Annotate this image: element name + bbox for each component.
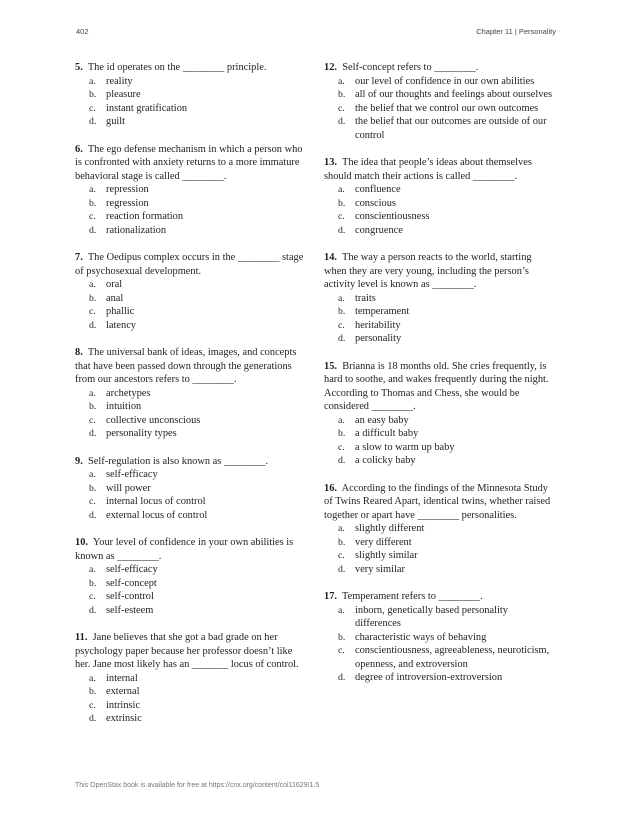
left-column (75, 61, 305, 740)
option-text: slightly different (355, 523, 425, 534)
option-text: pleasure (106, 89, 141, 100)
answer-option (324, 604, 556, 631)
option-letter: d. (89, 713, 97, 724)
option-letter: c. (338, 550, 345, 561)
option-letter: a. (338, 184, 345, 195)
question-stem (324, 156, 556, 183)
question-text: Self-regulation is also known as ________. (88, 455, 269, 467)
question-text: The universal bank of ideas, images, and concepts that have been passed down through the generations from our ancestors refers to ________. (75, 347, 297, 385)
answer-option (324, 75, 556, 89)
option-text: temperament (355, 306, 410, 317)
option-text: a difficult baby (355, 428, 419, 439)
option-text: an easy baby (355, 414, 409, 426)
answer-option (75, 577, 305, 591)
answer-option (324, 332, 556, 346)
option-text: self-concept (106, 577, 157, 589)
option-text: all of our thoughts and feelings about ourselves (355, 89, 553, 100)
answer-option (75, 210, 305, 224)
option-letter: a. (89, 279, 96, 290)
answer-option (75, 414, 305, 428)
option-letter: b. (89, 482, 97, 494)
option-letter: b. (89, 686, 97, 697)
option-letter: d. (89, 509, 97, 521)
question-text: Your level of confidence in your own abilities is known as ________. (75, 537, 294, 562)
option-text: congruence (355, 224, 403, 236)
answer-option (75, 224, 305, 238)
question-number: 8. (75, 347, 83, 358)
question-item (75, 455, 305, 523)
answer-option (75, 183, 305, 197)
question-item (324, 360, 556, 468)
option-text: self-esteem (106, 604, 154, 616)
option-letter: a. (338, 292, 345, 304)
answer-option (75, 699, 305, 713)
question-stem (75, 631, 305, 672)
option-text: external locus of control (106, 509, 208, 521)
option-text: guilt (106, 116, 126, 127)
option-text: the belief that our outcomes are outside of our control (355, 116, 547, 141)
answer-option (324, 427, 556, 441)
answer-option (75, 468, 305, 482)
option-letter: c. (89, 102, 96, 114)
option-text: will power (106, 482, 151, 494)
question-stem (324, 251, 556, 292)
question-text: Self-concept refers to ________. (342, 62, 479, 73)
option-text: very different (355, 536, 412, 548)
question-item (75, 536, 305, 617)
question-text: The Oedipus complex occurs in the ________ stage of psychosexual development. (75, 252, 304, 277)
answer-option (75, 590, 305, 604)
option-text: self-efficacy (106, 469, 158, 480)
option-text: inborn, genetically based personality differences (355, 604, 508, 629)
question-stem (75, 455, 305, 469)
question-text: According to the findings of the Minnesota Study of Twins Reared Apart, identical twins, whether raised together or apart have ________ personalities. (324, 482, 551, 521)
option-letter: d. (89, 319, 97, 331)
option-text: conscientiousness, agreeableness, neuroticism, openness, and extroversion (355, 645, 550, 670)
answer-option (324, 197, 556, 211)
answer-option (75, 88, 305, 102)
answer-option (324, 563, 556, 577)
option-text: external (106, 686, 140, 697)
question-text: Temperament refers to ________. (342, 591, 483, 602)
option-text: characteristic ways of behaving (355, 631, 487, 643)
question-text: Jane believes that she got a bad grade on her psychology paper because her professor doesn’t like her. Jane most likely has an _______ locus of control. (75, 632, 299, 670)
question-number: 10. (75, 537, 88, 548)
option-letter: c. (89, 496, 96, 507)
option-letter: a. (338, 414, 345, 426)
option-text: our level of confidence in our own abilities (355, 75, 535, 87)
option-letter: c. (338, 102, 345, 114)
option-text: conscious (355, 197, 396, 209)
answer-option (324, 414, 556, 428)
question-stem (75, 251, 305, 278)
question-text: The id operates on the ________ principle. (87, 62, 267, 73)
option-text: a slow to warm up baby (355, 441, 455, 453)
question-stem (75, 346, 305, 387)
option-letter: b. (338, 197, 346, 209)
chapter-title: Chapter 11 | Personality (476, 27, 556, 36)
option-text: degree of introversion-extroversion (355, 672, 503, 683)
question-text: Brianna is 18 months old. She cries frequently, is hard to soothe, and wakes frequently during the night. According to Thomas and Chess, she would be considered ________. (324, 360, 549, 412)
option-text: reality (106, 75, 133, 87)
option-letter: d. (338, 224, 346, 236)
question-stem (75, 536, 305, 563)
answer-option (75, 292, 305, 306)
option-text: instant gratification (106, 102, 188, 114)
option-letter: d. (338, 455, 346, 466)
answer-option (75, 563, 305, 577)
option-text: a colicky baby (355, 455, 416, 466)
question-text: The idea that people’s ideas about themselves should match their actions is called ________. (324, 157, 532, 182)
question-item (324, 482, 556, 577)
option-letter: b. (89, 292, 97, 304)
answer-option (324, 210, 556, 224)
option-letter: d. (338, 563, 346, 575)
option-letter: d. (89, 604, 97, 616)
option-letter: b. (338, 536, 346, 548)
footer-note: This OpenStax book is available for free at https://cnx.org/content/col11629/1.5 (75, 782, 320, 789)
answer-option (324, 183, 556, 197)
option-letter: c. (89, 414, 96, 426)
answer-option (324, 522, 556, 536)
answer-option (324, 319, 556, 333)
option-letter: d. (338, 333, 346, 344)
question-number: 7. (75, 252, 83, 263)
option-text: archetypes (106, 387, 151, 399)
option-letter: b. (89, 401, 97, 412)
answer-option (324, 671, 556, 685)
answer-option (324, 549, 556, 563)
answer-option (75, 278, 305, 292)
option-text: intuition (106, 401, 142, 412)
answer-option (324, 644, 556, 671)
answer-option (75, 604, 305, 618)
answer-option (324, 454, 556, 468)
option-text: the belief that we control our own outcomes (355, 102, 539, 114)
option-letter: c. (89, 306, 96, 317)
question-number: 16. (324, 482, 337, 494)
question-number: 12. (324, 62, 337, 73)
answer-option (324, 224, 556, 238)
option-letter: a. (89, 184, 96, 195)
answer-option (75, 495, 305, 509)
answer-option (75, 102, 305, 116)
option-text: oral (106, 279, 123, 290)
question-number: 17. (324, 591, 337, 602)
option-letter: b. (338, 306, 346, 317)
option-letter: a. (338, 604, 345, 616)
answer-option (75, 427, 305, 441)
option-letter: d. (89, 116, 97, 127)
option-text: rationalization (106, 224, 167, 236)
answer-option (75, 387, 305, 401)
option-letter: d. (89, 428, 97, 439)
option-letter: b. (338, 631, 346, 643)
answer-option (324, 292, 556, 306)
question-number: 14. (324, 252, 337, 263)
right-column (324, 61, 556, 699)
option-text: self-efficacy (106, 564, 158, 575)
question-number: 6. (75, 143, 83, 155)
option-letter: a. (89, 469, 96, 480)
option-text: internal locus of control (106, 496, 206, 507)
question-item (324, 251, 556, 346)
question-item (75, 251, 305, 332)
question-item (324, 590, 556, 685)
answer-option (75, 685, 305, 699)
option-text: intrinsic (106, 699, 141, 711)
answer-option (324, 115, 556, 142)
option-letter: c. (338, 211, 345, 222)
page-number: 402 (76, 27, 89, 36)
option-text: internal (106, 672, 138, 684)
option-letter: a. (89, 672, 96, 684)
question-number: 11. (75, 632, 88, 643)
option-letter: b. (338, 428, 346, 439)
option-letter: c. (89, 699, 96, 711)
answer-option (75, 75, 305, 89)
option-letter: c. (338, 319, 345, 331)
answer-option (75, 400, 305, 414)
answer-option (75, 305, 305, 319)
option-text: phallic (106, 306, 135, 317)
option-text: slightly similar (355, 550, 418, 561)
option-text: conscientiousness (355, 211, 430, 222)
option-text: reaction formation (106, 211, 184, 222)
option-text: self-control (106, 591, 154, 602)
option-letter: d. (338, 116, 346, 127)
question-number: 5. (75, 62, 83, 73)
option-letter: c. (338, 441, 345, 453)
answer-option (324, 536, 556, 550)
question-item (324, 156, 556, 237)
question-stem (324, 482, 556, 523)
question-item (75, 61, 305, 129)
question-text: The way a person reacts to the world, starting when they are very young, including the person’s activity level is known as ________. (324, 252, 532, 290)
answer-option (75, 672, 305, 686)
question-number: 15. (324, 360, 337, 372)
option-text: heritability (355, 319, 401, 331)
answer-option (324, 102, 556, 116)
option-letter: a. (89, 564, 96, 575)
question-item (75, 143, 305, 238)
question-stem (324, 590, 556, 604)
question-item (324, 61, 556, 142)
option-text: latency (106, 319, 136, 331)
answer-option (324, 441, 556, 455)
option-letter: a. (338, 75, 345, 87)
option-text: very similar (355, 563, 405, 575)
answer-option (75, 509, 305, 523)
option-letter: c. (89, 591, 96, 602)
option-text: personality types (106, 428, 177, 439)
option-letter: a. (89, 75, 96, 87)
question-stem (324, 360, 556, 414)
answer-option (324, 88, 556, 102)
question-stem (75, 143, 305, 184)
option-text: repression (106, 184, 149, 195)
option-letter: d. (89, 224, 97, 236)
question-stem (324, 61, 556, 75)
question-stem (75, 61, 305, 75)
option-text: traits (355, 292, 376, 304)
option-letter: b. (89, 89, 97, 100)
question-text: The ego defense mechanism in which a person who is confronted with anxiety returns to a more immature behavioral stage is called ________. (75, 143, 303, 182)
answer-option (75, 115, 305, 129)
option-text: personality (355, 333, 402, 344)
answer-option (324, 631, 556, 645)
option-text: confluence (355, 184, 401, 195)
option-text: regression (106, 197, 149, 209)
option-letter: c. (338, 645, 345, 656)
option-text: collective unconscious (106, 414, 201, 426)
question-item (75, 631, 305, 726)
question-item (75, 346, 305, 441)
option-letter: a. (338, 523, 345, 534)
answer-option (75, 319, 305, 333)
option-letter: b. (89, 197, 97, 209)
question-number: 13. (324, 157, 337, 168)
option-letter: b. (89, 577, 97, 589)
question-number: 9. (75, 455, 83, 467)
answer-option (75, 712, 305, 726)
answer-option (75, 482, 305, 496)
option-text: anal (106, 292, 124, 304)
option-letter: a. (89, 387, 96, 399)
answer-option (324, 305, 556, 319)
option-letter: b. (338, 89, 346, 100)
option-letter: c. (89, 211, 96, 222)
answer-option (75, 197, 305, 211)
option-letter: d. (338, 672, 346, 683)
option-text: extrinsic (106, 713, 142, 724)
